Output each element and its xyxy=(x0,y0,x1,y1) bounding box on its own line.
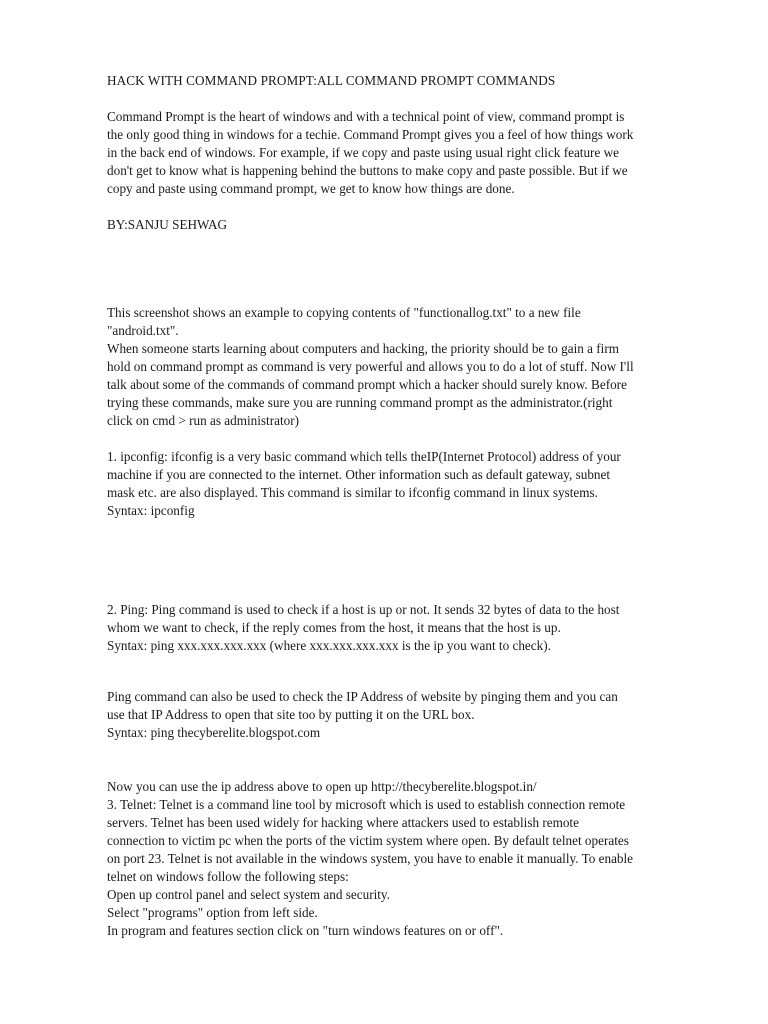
paragraph-line: connection to victim pc when the ports of the victim system where open. By default telnet operates xyxy=(107,833,629,848)
paragraph-line: servers. Telnet has been used widely for hacking where attackers used to establish remote xyxy=(107,815,579,830)
paragraph-line: When someone starts learning about computers and hacking, the priority should be to gain a firm xyxy=(107,341,619,356)
image-placeholder xyxy=(107,655,717,688)
paragraph-line: whom we want to check, if the reply comes from the host, it means that the host is up. xyxy=(107,620,561,635)
document-title: HACK WITH COMMAND PROMPT:ALL COMMAND PROMPT COMMANDS xyxy=(107,73,556,88)
intro-paragraph xyxy=(107,108,717,198)
ping-section xyxy=(107,601,717,655)
paragraph-line: This screenshot shows an example to copying contents of "functionallog.txt" to a new file xyxy=(107,305,581,320)
paragraph-line: "android.txt". xyxy=(107,323,179,338)
telnet-section xyxy=(107,778,717,940)
spacer xyxy=(107,430,717,448)
intro-line: Command Prompt is the heart of windows and with a technical point of view, command prompt is xyxy=(107,109,625,124)
spacer xyxy=(107,198,717,216)
intro-line: the only good thing in windows for a techie. Command Prompt gives you a feel of how things work xyxy=(107,127,634,142)
paragraph-line: machine if you are connected to the internet. Other information such as default gateway, subnet xyxy=(107,467,611,482)
intro-line: in the back end of windows. For example, if we copy and paste using usual right click feature we xyxy=(107,145,619,160)
paragraph-line: 2. Ping: Ping command is used to check if a host is up or not. It sends 32 bytes of data to the host xyxy=(107,602,620,617)
paragraph-line: hold on command prompt as command is very powerful and allows you to do a lot of stuff. Now I'll xyxy=(107,359,634,374)
intro-line: copy and paste using command prompt, we get to know how things are done. xyxy=(107,181,515,196)
paragraph-line: on port 23. Telnet is not available in the windows system, you have to enable it manually. To enable xyxy=(107,851,634,866)
step-line: Select "programs" option from left side. xyxy=(107,905,318,920)
ping-website-section xyxy=(107,688,717,742)
intro-line: don't get to know what is happening behind the buttons to make copy and paste possible. But if we xyxy=(107,163,628,178)
paragraph-line: 3. Telnet: Telnet is a command line tool by microsoft which is used to establish connection remote xyxy=(107,797,626,812)
paragraph-line: use that IP Address to open that site too by putting it on the URL box. xyxy=(107,707,475,722)
syntax-line: Syntax: ping thecyberelite.blogspot.com xyxy=(107,725,321,740)
image-placeholder xyxy=(107,234,717,304)
step-line: Open up control panel and select system and security. xyxy=(107,887,390,902)
spacer xyxy=(107,90,717,108)
paragraph-line: talk about some of the commands of command prompt which a hacker should surely know. Before xyxy=(107,377,627,392)
image-placeholder xyxy=(107,742,717,778)
paragraph-line: Ping command can also be used to check the IP Address of website by pinging them and you can xyxy=(107,689,618,704)
document-page xyxy=(107,72,717,940)
paragraph-line: trying these commands, make sure you are running command prompt as the administrator.(right xyxy=(107,395,613,410)
image-placeholder xyxy=(107,520,717,601)
screenshot-paragraph xyxy=(107,304,717,430)
paragraph-line: 1. ipconfig: ifconfig is a very basic command which tells theIP(Internet Protocol) address of your xyxy=(107,449,621,464)
author-byline: BY:SANJU SEHWAG xyxy=(107,217,228,232)
paragraph-line: telnet on windows follow the following steps: xyxy=(107,869,349,884)
paragraph-line: click on cmd > run as administrator) xyxy=(107,413,300,428)
paragraph-line: Now you can use the ip address above to open up http://thecyberelite.blogspot.in/ xyxy=(107,779,537,794)
paragraph-line: mask etc. are also displayed. This command is similar to ifconfig command in linux systems. xyxy=(107,485,598,500)
syntax-line: Syntax: ipconfig xyxy=(107,503,195,518)
step-line: In program and features section click on "turn windows features on or off". xyxy=(107,923,504,938)
ipconfig-section xyxy=(107,448,717,520)
syntax-line: Syntax: ping xxx.xxx.xxx.xxx (where xxx.xxx.xxx.xxx is the ip you want to check). xyxy=(107,638,551,653)
